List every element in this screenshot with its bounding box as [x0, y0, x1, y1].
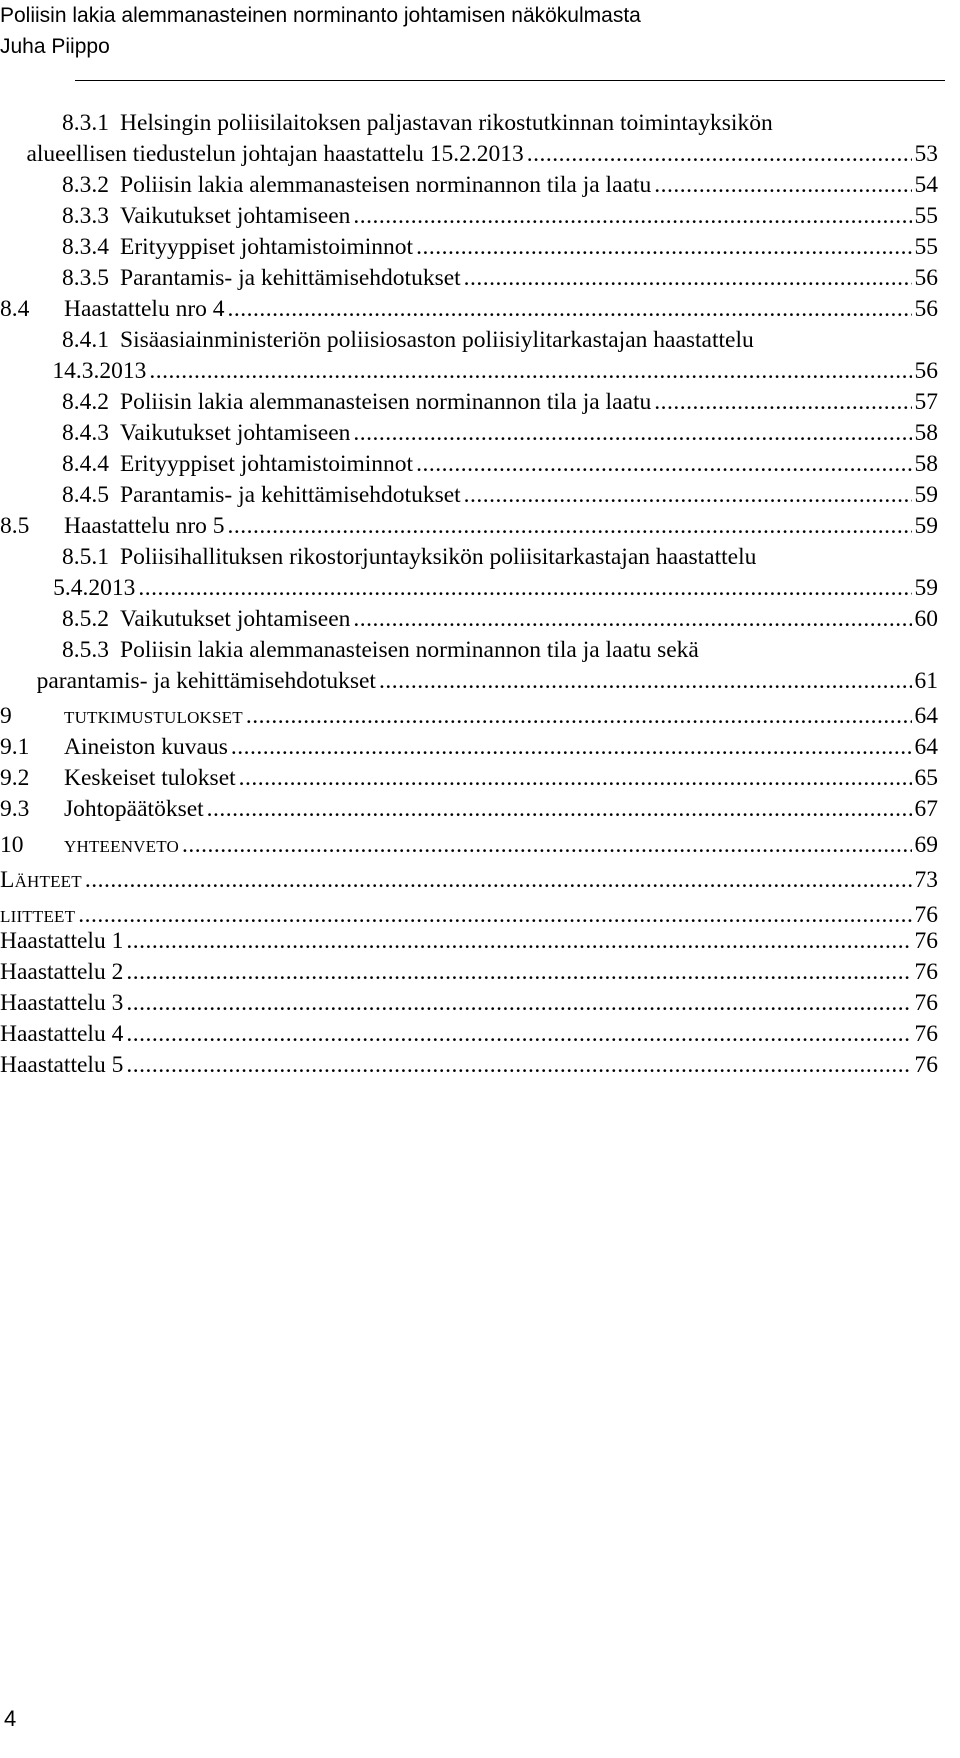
- toc-entry-page: 61: [914, 668, 938, 694]
- toc-entry-title: Erityyppiset johtamistoiminnot: [120, 451, 414, 477]
- toc-entry-page: 58: [914, 451, 938, 477]
- toc-entry[interactable]: [0, 732, 938, 763]
- toc-entry-number: 8.5: [0, 513, 30, 539]
- toc-entry-title: Helsingin poliisilaitoksen paljastavan rikostutkinnan toimintayksikön: [120, 110, 773, 136]
- toc-entry-title: Vaikutukset johtamiseen: [120, 420, 351, 446]
- toc-entry-number: 8.4.3: [62, 420, 109, 446]
- toc-entry-number: 8.3.1: [62, 110, 109, 136]
- toc-entry-title: Erityyppiset johtamistoiminnot: [120, 234, 414, 260]
- toc-entry-number: 9.1: [0, 734, 30, 760]
- toc-entry-page: 76: [914, 928, 938, 954]
- toc-dot-leader: [231, 732, 912, 763]
- toc-dot-leader: [654, 170, 911, 201]
- running-header: [0, 0, 960, 62]
- toc-entry-page: 56: [914, 296, 938, 322]
- toc-entry[interactable]: [0, 480, 938, 511]
- toc-entry-title: Haastattelu 4: [0, 1021, 124, 1047]
- toc-entry[interactable]: [0, 139, 938, 170]
- toc-entry[interactable]: [0, 988, 938, 1019]
- toc-entry-page: 59: [914, 575, 938, 601]
- toc-dot-leader: [126, 957, 911, 988]
- toc-entry[interactable]: [0, 957, 938, 988]
- toc-entry-title: Johtopäätökset: [64, 796, 204, 822]
- toc-entry[interactable]: [0, 449, 938, 480]
- toc-entry-title: 14.3.2013: [52, 358, 147, 384]
- toc-entry-page: 67: [914, 796, 938, 822]
- page-number: 4: [4, 1706, 17, 1731]
- toc-entry-title: Haastattelu nro 5: [64, 513, 225, 539]
- toc-dot-leader: [138, 573, 911, 604]
- toc-entry[interactable]: [0, 1019, 938, 1050]
- toc-entry-page: 76: [914, 990, 938, 1016]
- toc-entry-page: 76: [914, 1021, 938, 1047]
- header-divider: [75, 80, 945, 81]
- toc-entry[interactable]: [0, 511, 938, 542]
- toc-entry-title: Parantamis- ja kehittämisehdotukset: [120, 482, 461, 508]
- toc-entry-title: Vaikutukset johtamiseen: [120, 203, 351, 229]
- toc-entry-title: Haastattelu 1: [0, 928, 124, 954]
- toc-entry[interactable]: [0, 418, 938, 449]
- toc-entry-page: 76: [914, 959, 938, 985]
- toc-entry-number: 8.3.3: [62, 203, 109, 229]
- toc-entry[interactable]: [0, 232, 938, 263]
- toc-entry-page: 64: [914, 703, 938, 729]
- toc-entry-title: Poliisihallituksen rikostorjuntayksikön poliisitarkastajan haastattelu: [120, 544, 757, 570]
- toc-entry-number: 8.4.5: [62, 482, 109, 508]
- toc-entry[interactable]: [0, 1050, 938, 1081]
- toc-entry-number: 8.3.2: [62, 172, 109, 198]
- toc-entry-title: Poliisin lakia alemmanasteisen norminannon tila ja laatu sekä: [120, 637, 699, 663]
- toc-entry-title: LÄHTEET: [0, 867, 82, 893]
- toc-dot-leader: [654, 387, 911, 418]
- toc-entry-title: TUTKIMUSTULOKSET: [64, 708, 243, 727]
- document-author: Juha Piippo: [0, 35, 110, 58]
- toc-entry-number: 9: [0, 703, 12, 729]
- toc-entry-title: Parantamis- ja kehittämisehdotukset: [120, 265, 461, 291]
- toc-entry-title: Haastattelu 3: [0, 990, 124, 1016]
- toc-entry-page: 64: [914, 734, 938, 760]
- toc-dot-leader: [353, 201, 911, 232]
- toc-dot-leader: [416, 232, 911, 263]
- toc-entry-page: 59: [914, 482, 938, 508]
- toc-entry[interactable]: [0, 294, 938, 325]
- toc-entry[interactable]: [0, 635, 938, 666]
- toc-entry[interactable]: [0, 763, 938, 794]
- toc-dot-leader: [353, 418, 911, 449]
- toc-entry[interactable]: [0, 865, 938, 896]
- toc-entry[interactable]: [0, 325, 938, 356]
- toc-dot-leader: [126, 926, 911, 957]
- toc-entry[interactable]: [0, 356, 938, 387]
- toc-entry-title: Haastattelu 5: [0, 1052, 124, 1078]
- toc-dot-leader: [353, 604, 911, 635]
- toc-entry-title: Vaikutukset johtamiseen: [120, 606, 351, 632]
- toc-dot-leader: [239, 763, 912, 794]
- document-title: Poliisin lakia alemmanasteinen norminanto johtamisen näkökulmasta: [0, 4, 641, 27]
- toc-entry-page: 59: [914, 513, 938, 539]
- toc-dot-leader: [464, 480, 912, 511]
- toc-entry-page: 58: [914, 420, 938, 446]
- toc-entry-page: 76: [914, 902, 938, 928]
- toc-entry[interactable]: [0, 794, 938, 825]
- toc-entry[interactable]: [0, 666, 938, 697]
- toc-entry-page: 69: [914, 832, 938, 858]
- toc-entry-title: Keskeiset tulokset: [64, 765, 236, 791]
- toc-entry-number: 8.3.5: [62, 265, 109, 291]
- toc-entry-title: Poliisin lakia alemmanasteisen norminannon tila ja laatu: [120, 172, 652, 198]
- toc-entry-number: 8.4: [0, 296, 30, 322]
- toc-entry-title: Sisäasiainministeriön poliisiosaston poliisiylitarkastajan haastattelu: [120, 327, 754, 353]
- toc-entry[interactable]: [0, 604, 938, 635]
- toc-dot-leader: [85, 865, 912, 896]
- toc-entry-title: Haastattelu 2: [0, 959, 124, 985]
- toc-entry-number: 8.5.1: [62, 544, 109, 570]
- toc-entry-page: 54: [914, 172, 938, 198]
- toc-dot-leader: [149, 356, 911, 387]
- toc-entry[interactable]: [0, 263, 938, 294]
- toc-entry-title: alueellisen tiedustelun johtajan haastattelu 15.2.2013: [26, 141, 524, 167]
- toc-entry-title: Aineiston kuvaus: [64, 734, 228, 760]
- toc-dot-leader: [527, 139, 912, 170]
- toc-dot-leader: [379, 666, 912, 697]
- toc-entry-page: 56: [914, 265, 938, 291]
- toc-entry-title: Poliisin lakia alemmanasteisen norminannon tila ja laatu: [120, 389, 652, 415]
- toc-entry-page: 73: [914, 867, 938, 893]
- toc-entry-page: 65: [914, 765, 938, 791]
- toc-dot-leader: [126, 1050, 911, 1081]
- toc-entry-number: 10: [0, 832, 24, 858]
- toc-entry-number: 8.4.4: [62, 451, 109, 477]
- toc-entry[interactable]: [0, 701, 938, 732]
- toc-entry-page: 60: [914, 606, 938, 632]
- toc-entry-title: YHTEENVETO: [64, 837, 179, 856]
- toc-dot-leader: [228, 294, 912, 325]
- toc-entry-number: 8.4.1: [62, 327, 109, 353]
- toc-entry[interactable]: [0, 926, 938, 957]
- toc-dot-leader: [416, 449, 911, 480]
- toc-entry-page: 56: [914, 358, 938, 384]
- toc-entry-title: Haastattelu nro 4: [64, 296, 225, 322]
- toc-entry-page: 57: [914, 389, 938, 415]
- toc-entry[interactable]: [0, 201, 938, 232]
- toc-entry-number: 8.5.3: [62, 637, 109, 663]
- toc-entry[interactable]: [0, 170, 938, 201]
- toc-entry-page: 53: [914, 141, 938, 167]
- toc-entry-page: 76: [914, 1052, 938, 1078]
- toc-dot-leader: [246, 701, 912, 732]
- toc-entry[interactable]: [0, 108, 938, 139]
- toc-entry[interactable]: [0, 573, 938, 604]
- toc-entry-number: 8.3.4: [62, 234, 109, 260]
- toc-entry-page: 55: [914, 203, 938, 229]
- toc-entry-title: parantamis- ja kehittämisehdotukset: [36, 668, 376, 694]
- toc-entry-title: 5.4.2013: [53, 575, 136, 601]
- toc-entry-number: 8.5.2: [62, 606, 109, 632]
- toc-dot-leader: [182, 830, 912, 861]
- toc-entry-page: 55: [914, 234, 938, 260]
- toc-entry[interactable]: [0, 387, 938, 418]
- toc-entry-number: 9.3: [0, 796, 30, 822]
- toc-entry-number: 8.4.2: [62, 389, 109, 415]
- toc-entry[interactable]: [0, 542, 938, 573]
- toc-entry-title: LIITTEET: [0, 907, 76, 926]
- toc-dot-leader: [464, 263, 912, 294]
- toc-dot-leader: [126, 988, 911, 1019]
- toc-dot-leader: [126, 1019, 911, 1050]
- toc-entry[interactable]: [0, 830, 938, 861]
- toc-dot-leader: [207, 794, 912, 825]
- toc-dot-leader: [228, 511, 912, 542]
- toc-entry-number: 9.2: [0, 765, 30, 791]
